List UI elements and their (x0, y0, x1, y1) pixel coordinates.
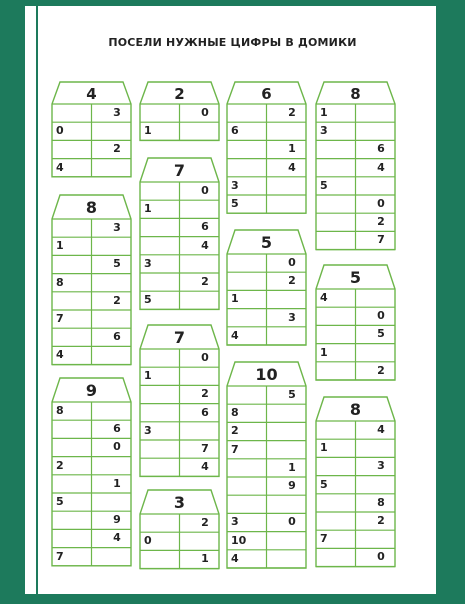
house-11 (52, 378, 131, 566)
right-cell-digit: 5 (377, 327, 385, 341)
left-cell-digit: 6 (231, 124, 239, 138)
left-cell-digit: 0 (144, 534, 152, 548)
house-number: 6 (261, 85, 272, 103)
house-2 (140, 82, 219, 140)
right-cell-digit: 1 (288, 142, 296, 156)
left-cell-digit: 1 (320, 106, 328, 119)
right-cell-digit: 2 (201, 275, 209, 288)
left-cell-digit: 7 (231, 442, 239, 456)
right-cell-digit: 0 (201, 351, 209, 364)
right-cell-digit: 0 (377, 550, 385, 564)
house-number: 8 (349, 400, 362, 419)
right-cell-digit: 2 (201, 516, 209, 529)
house-number: 10 (255, 365, 278, 384)
house-number: 8 (85, 198, 98, 217)
right-cell-digit: 7 (201, 442, 209, 455)
right-cell-digit: 0 (288, 515, 296, 529)
house-number: 5 (349, 268, 362, 287)
left-cell-digit: 2 (231, 424, 239, 438)
house-7 (227, 230, 306, 345)
right-cell-digit: 5 (113, 257, 121, 271)
right-cell-digit: 3 (113, 221, 121, 234)
house-10 (227, 362, 306, 568)
right-cell-digit: 6 (201, 220, 209, 234)
house-number: 8 (350, 85, 361, 103)
left-cell-digit: 5 (231, 197, 239, 210)
house-number: 9 (85, 381, 98, 400)
right-cell-digit: 4 (201, 238, 209, 252)
left-cell-digit: 3 (144, 423, 152, 437)
right-cell-digit: 2 (288, 106, 296, 119)
left-cell-digit: 1 (231, 292, 239, 306)
house-3 (227, 82, 306, 213)
right-cell-digit: 1 (288, 460, 296, 474)
right-cell-digit: 1 (201, 552, 209, 566)
left-cell-digit: 3 (320, 124, 328, 138)
left-cell-digit: 1 (144, 202, 152, 216)
left-cell-digit: 4 (56, 348, 64, 362)
left-cell-digit: 2 (56, 458, 64, 472)
right-cell-digit: 4 (201, 460, 209, 474)
left-cell-digit: 5 (144, 293, 152, 307)
left-cell-digit: 8 (231, 406, 239, 420)
house-number: 7 (173, 161, 186, 180)
right-cell-digit: 6 (201, 405, 209, 419)
right-cell-digit: 2 (288, 274, 296, 288)
house-4 (316, 82, 395, 250)
house-number: 5 (260, 233, 273, 252)
house-number: 7 (173, 328, 186, 347)
left-cell-digit: 4 (320, 291, 328, 304)
right-cell-digit: 0 (113, 440, 121, 454)
left-cell-digit: 5 (56, 495, 64, 508)
house-6 (52, 195, 131, 365)
left-cell-digit: 3 (144, 256, 152, 270)
right-cell-digit: 0 (377, 309, 385, 323)
right-cell-digit: 5 (288, 388, 296, 401)
right-cell-digit: 2 (377, 363, 385, 377)
left-cell-digit: 8 (56, 404, 64, 417)
house-number: 2 (174, 85, 185, 103)
left-cell-digit: 8 (56, 275, 64, 289)
right-cell-digit: 6 (377, 142, 385, 156)
right-cell-digit: 2 (201, 387, 209, 401)
right-cell-digit: 3 (113, 106, 121, 119)
left-cell-digit: 1 (320, 441, 328, 455)
left-cell-digit: 7 (320, 532, 328, 546)
right-cell-digit: 4 (113, 531, 121, 545)
page-title: ПОСЕЛИ НУЖНЫЕ ЦИФРЫ В ДОМИКИ (108, 36, 357, 49)
right-cell-digit: 0 (377, 197, 385, 210)
right-cell-digit: 6 (113, 422, 121, 436)
left-cell-digit: 4 (231, 551, 239, 565)
right-cell-digit: 0 (201, 184, 209, 197)
right-cell-digit: 4 (288, 160, 296, 174)
house-12 (316, 397, 395, 567)
right-cell-digit: 6 (113, 330, 121, 344)
house-5 (140, 158, 219, 309)
left-cell-digit: 7 (56, 549, 64, 563)
house-8 (316, 265, 395, 380)
left-cell-digit: 1 (144, 369, 152, 383)
right-cell-digit: 2 (113, 142, 121, 156)
left-cell-digit: 1 (144, 124, 152, 138)
right-cell-digit: 1 (113, 476, 121, 490)
house-13 (140, 490, 219, 569)
left-cell-digit: 3 (231, 515, 239, 529)
left-cell-digit: 3 (231, 178, 239, 192)
right-cell-digit: 0 (288, 256, 296, 269)
left-cell-digit: 5 (320, 178, 328, 192)
left-cell-digit: 5 (320, 477, 328, 491)
right-cell-digit: 9 (288, 479, 296, 492)
left-cell-digit: 1 (320, 345, 328, 359)
right-cell-digit: 7 (377, 233, 385, 247)
right-cell-digit: 3 (377, 459, 385, 473)
right-cell-digit: 8 (377, 495, 385, 509)
right-cell-digit: 9 (113, 513, 121, 527)
house-9 (140, 325, 219, 476)
right-cell-digit: 0 (201, 106, 209, 119)
right-cell-digit: 2 (377, 514, 385, 527)
right-cell-digit: 4 (377, 160, 385, 174)
right-cell-digit: 2 (113, 293, 121, 307)
right-cell-digit: 2 (377, 215, 385, 229)
left-cell-digit: 1 (56, 239, 64, 253)
right-cell-digit: 4 (377, 423, 385, 436)
house-number: 4 (86, 85, 97, 103)
page-left-border (36, 6, 38, 594)
right-cell-digit: 3 (288, 310, 296, 324)
house-1 (52, 82, 131, 177)
left-cell-digit: 0 (56, 124, 64, 138)
left-cell-digit: 4 (231, 328, 239, 342)
left-cell-digit: 4 (56, 160, 64, 174)
left-cell-digit: 10 (231, 533, 247, 547)
house-number: 3 (173, 493, 186, 512)
left-cell-digit: 7 (56, 312, 64, 325)
